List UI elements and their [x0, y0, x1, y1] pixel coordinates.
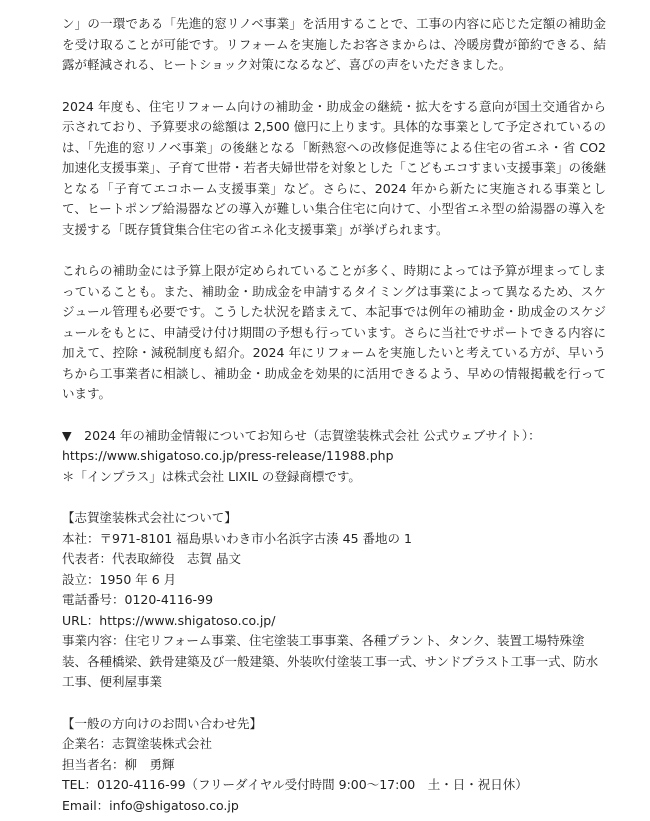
- paragraph-2024-subsidies: 2024 年度も、住宅リフォーム向けの補助金・助成金の継続・拡大をする意向が国土交通省から示されており、予算要求の総額は 2,500 億円に上ります。具体的な事業として予定されているのは、「先進的窓リノベ事業」の後継となる「断熱窓への改修促進等による住宅の省エネ・省 CO2 加速化支援事業」、子育て世帯・若者夫婦世帯を対象とした「こどもエコすまい支援事業」の後継となる「子育てエコホーム支援事業」など。さらに、2024 年から新たに実施される事業として、ヒートポンプ給湯器などの導入が難しい集合住宅に向けて、小型省エネ型の給湯器の導入を支援する「既存賃貸集合住宅の省エネ化支援事業」が挙げられます。: [62, 98, 606, 237]
- company-info-section: [62, 508, 606, 693]
- company-info-heading: 【志賀塗装株式会社について】: [62, 510, 237, 525]
- company-business: 事業内容：住宅リフォーム事業、住宅塗装工事事業、各種プラント、タンク、装置工場特殊塗装、各種橋梁、鉄骨建築及び一般建築、外装吹付塗装工事一式、サンドブラスト工事一式、防水工事、便利屋事業: [62, 633, 599, 689]
- notice-section: [62, 426, 606, 488]
- contact-heading: 【一般の方向けのお問い合わせ先】: [62, 715, 263, 731]
- contact-person: 担当者名：柳 勇輝: [62, 756, 175, 772]
- company-url-link[interactable]: URL：https://www.shigatoso.co.jp/: [62, 612, 276, 628]
- notice-line: ▼ 2024 年の補助金情報についてお知らせ（志賀塗装株式会社 公式ウェブサイト）：: [62, 427, 541, 443]
- paragraph-budget-schedule: これらの補助金には予算上限が定められていることが多く、時期によっては予算が埋まってしまっていることも。また、補助金・助成金を申請するタイミングは事業によって異なるため、スケジュール管理も必要です。こうした状況を踏まえて、本記事では例年の補助金・助成金のスケジュールをもとに、申請受け付け期間の予想も行っています。さらに当社でサポートできる内容に加えて、控除・減税制度も紹介。2024 年にリフォームを実施したいと考えている方が、早いうちから工事業者に相談し、補助金・助成金を効果的に活用できるよう、早めの情報掲載を行っています。: [62, 263, 606, 401]
- company-founded: 設立：1950 年 6 月: [62, 571, 177, 587]
- contact-section: [62, 714, 606, 817]
- notice-url-link[interactable]: https://www.shigatoso.co.jp/press-release/11988.php: [62, 448, 394, 463]
- company-address: 本社：〒971-8101 福島県いわき市小名浜字古湊 45 番地の 1: [62, 530, 412, 546]
- trademark-note: ＊「インプラス」は株式会社 LIXIL の登録商標です。: [62, 468, 361, 484]
- company-representative: 代表者：代表取締役 志賀 晶文: [62, 551, 241, 566]
- contact-email-link[interactable]: Email：info@shigatoso.co.jp: [62, 797, 239, 813]
- contact-tel: TEL：0120-4116-99（フリーダイヤル受付時間 9:00～17:00 土・日・祝日休）: [62, 777, 528, 792]
- paragraph-window-renovation: ン」の一環である「先進的窓リノベ事業」を活用することで、工事の内容に応じた定額の補助金を受け取ることが可能です。リフォームを実施したお客さまからは、冷暖房費が節約できる、結露が軽減される、ヒートショック対策になるなど、喜びの声をいただきました。: [62, 16, 606, 72]
- contact-company: 企業名：志賀塗装株式会社: [62, 736, 213, 751]
- company-phone: 電話番号：0120-4116-99: [62, 592, 214, 607]
